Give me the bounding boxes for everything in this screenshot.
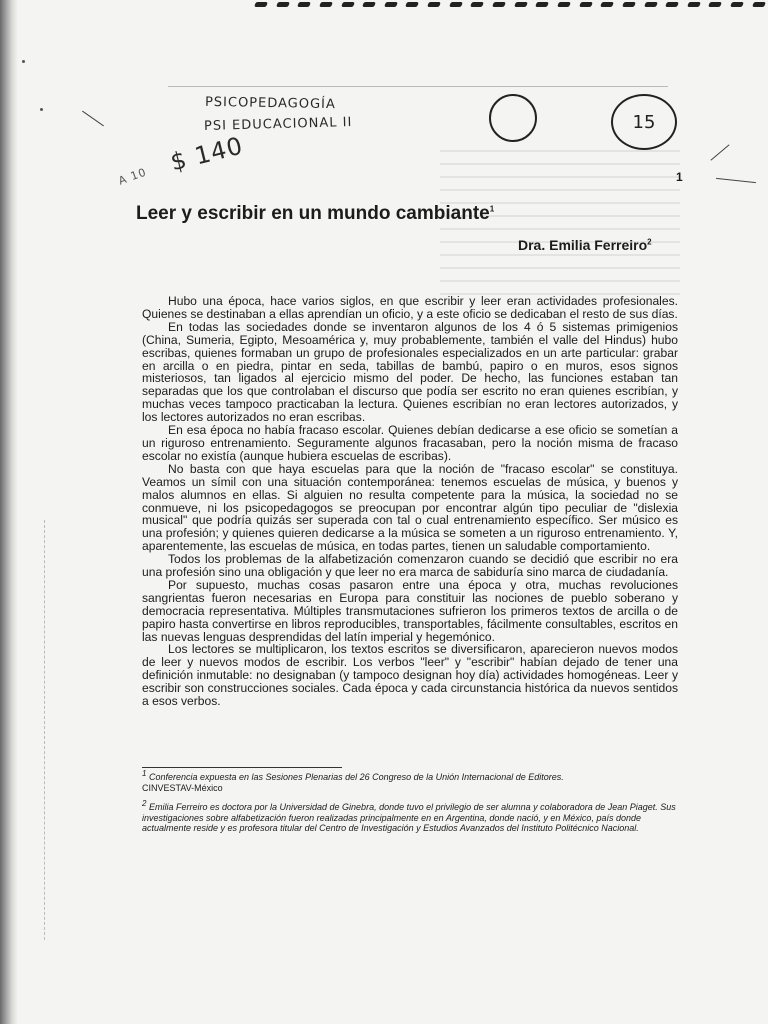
paragraph: En esa época no había fracaso escolar. Quienes debían dedicarse a ese oficio se sometían a un riguroso entrenamiento. Seguramente algunos fracasaban, pero la noción misma de fracaso escolar no existía (aunque hubiera escuelas de escribas). [142,423,678,463]
paragraph: Hubo una época, hace varios siglos, en que escribir y leer eran actividades profesionales. Quienes se destinaban a ellas aprendían un oficio, y a este oficio se dedicaban el resto de sus días. [142,294,678,321]
perforation-dash [535,2,549,7]
handwritten-note-subject: PSICOPEDAGOGÍA [204,94,336,113]
perforation-dash [665,2,679,7]
perforation-dash [644,2,658,7]
pen-mark [82,111,104,127]
paragraph: En todas las sociedades donde se inventaron algunos de los 4 ó 5 sistemas primigenios (China, Sumeria, Egipto, Mesoamérica y, muy probablemente, también el valle del Hindus) hubo escribas, quienes formaban un grupo de profesionales especializados en un arte particular: grabar en arcilla o en piedra, pintar en seda, tabillas de bambú, papiro o en muros, esos signos misteriosos, tan ligados al ejercicio mismo del poder. De hecho, las funciones estaban tan separadas que los que controlaban el discurso que podía ser escrito no eran quienes escribían, y muchas veces tampoco practicaban la lectura. Quienes escribían no eran lectores autorizados, y los lectores autorizados no eran escribas. [142,319,678,425]
paragraph: No basta con que haya escuelas para que la noción de "fracaso escolar" se constituya. Veamos un símil con una situación contemporánea: tenemos escuelas de música, y buenos y malos alumnos en ellas. Si alguien no resulta competente para la música, la sociedad no se conmueve, ni los psicopedagogos se preocupan por encontrar algún tipo peculiar de "dislexia musical" que podría quizás ser superada con tal o cual entrenamiento específico. Ser músico es una profesión; y quienes quieren dedicarse a la música se someten a un riguroso entrenamiento. Y, aparentemente, las escuelas de música, en todas partes, tienen un saludable comportamiento. [142,461,678,554]
footnote-2-text: Emilia Ferreiro es doctora por la Universidad de Ginebra, donde tuvo el privilegio de ser alumna y colaboradora de Jean Piaget. Sus investigaciones sobre alfabetización fueron realizadas principalmente en en Argentina, donde nació, y en México, país donde actualmente reside y es profesora titular del Centro de Investigación y Estudios Avanzados del Instituto Politécnico Nacional. [142,802,676,834]
perforation-dash [319,2,333,7]
perforation-dash [730,2,744,7]
perforation-dash [752,2,766,7]
perforation-dash [600,2,614,7]
pen-mark [710,144,729,160]
author-name: Dra. Emilia Ferreiro [518,237,648,253]
pen-mark [716,178,756,183]
paragraph: Por supuesto, muchas cosas pasaron entre una época y otra, muchas revoluciones sangrientas fueron necesarias en Europa para constituir las nociones de pueblo soberano y democracia representativa. Múltiples transmutaciones sufrieron los primeros textos de arcilla o de papiro hasta convertirse en libros reproducibles, transportables, fácilmente consultables, escritos en las nuevas lenguas desprendidas del latín imperial y hegemónico. [142,577,678,644]
footnote-1-text: Conferencia expuesta en las Sesiones Plenarias del 26 Congreso de la Unión Internacional de Editores. [148,772,564,782]
perforation-dash [384,2,398,7]
title-footnote-marker: 1 [489,204,495,214]
circled-page-count-value: 15 [632,111,656,133]
author-footnote-marker: 2 [647,237,652,247]
perforation-dash [449,2,463,7]
perforation-dash [276,2,290,7]
perforation-dash [406,2,420,7]
document-title [136,203,494,225]
perforation-dash [254,2,268,7]
paragraph: Todos los problemas de la alfabetización comenzaron cuando se decidió que escribir no era una profesión sino una obligación y que leer no era marca de sabiduría sino marca de ciudadanía. [142,552,678,580]
perforation-dash [622,2,636,7]
perforation-dash [470,2,484,7]
perforation-dash [514,2,528,7]
paragraph: Los lectores se multiplicaron, los textos escritos se diversificaron, aparecieron nuevos modos de leer y nuevos modos de escribir. Los verbos "leer" y "escribir" habían dejado de tener una definición inmutable: no designaban (y tampoco designan hoy día) actividades homogéneas. Leer y escribir son construcciones sociales. Cada época y cada circunstancia histórica da nuevos sentidos a esos verbos. [142,642,678,709]
perforation-dash [557,2,571,7]
footnote-separator [142,767,342,768]
perforation-dash [709,2,723,7]
top-rule [168,86,668,87]
perforated-edge [255,2,765,12]
circled-page-count [611,94,677,150]
scan-speck [40,108,43,111]
footnote-1-marker: 1 [142,769,147,778]
footnote-2-marker: 2 [142,799,147,808]
footnote-2 [142,799,682,834]
handwritten-note-course: PSI EDUCACIONAL II [203,115,353,134]
perforation-dash [492,2,506,7]
scan-margin-artifact [44,520,47,940]
perforation-dash [297,2,311,7]
perforation-dash [687,2,701,7]
footnote-1 [142,769,682,793]
article-body [142,295,678,708]
perforation-dash [362,2,376,7]
handwritten-price: $ 140 [167,131,247,177]
perforation-dash [427,2,441,7]
page-number: 1 [676,170,683,184]
author-line [518,237,652,253]
bleed-through-text [440,150,680,300]
document-title-text: Leer y escribir en un mundo cambiante [136,203,490,224]
perforation-dash [341,2,355,7]
footnote-1-place: CINVESTAV-México [142,782,223,793]
scan-edge-shadow [0,0,18,1024]
hand-drawn-circle [489,94,537,142]
perforation-dash [579,2,593,7]
handwritten-note-prefix: A 10 [116,165,149,188]
scan-speck [22,60,25,63]
